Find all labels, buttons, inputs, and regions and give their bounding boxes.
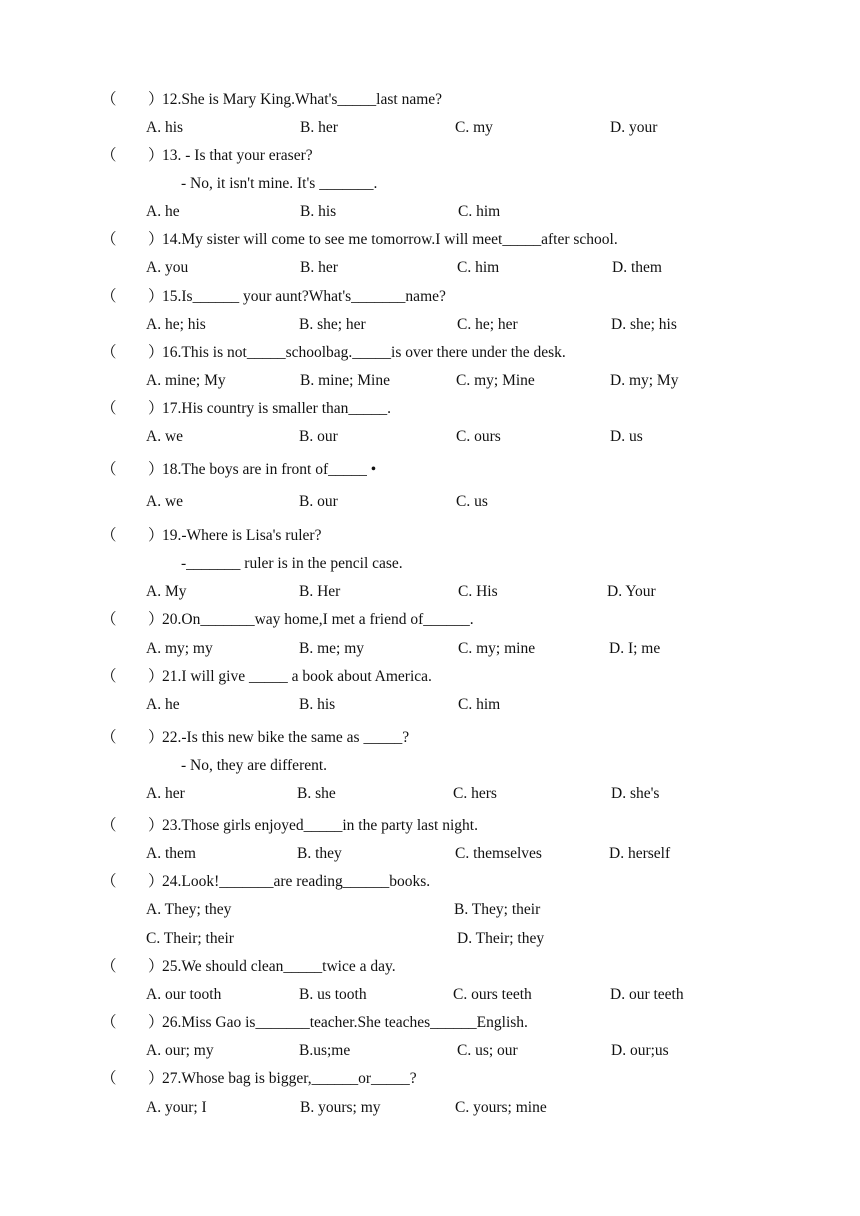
answer-option: C. His xyxy=(458,583,498,600)
answer-paren-right: ） xyxy=(148,1070,164,1087)
answer-option: A. her xyxy=(146,785,185,802)
answer-option: A. his xyxy=(146,119,184,136)
answer-paren-left: （ xyxy=(101,817,117,834)
answer-option: D. Your xyxy=(607,583,656,600)
answer-paren-right: ） xyxy=(148,288,164,305)
answer-paren-right: ） xyxy=(148,958,164,975)
question-stem: 15.Is______ your aunt?What's_______name? xyxy=(162,288,446,305)
answer-paren-left: （ xyxy=(101,288,117,305)
answer-option: B. yours; my xyxy=(300,1099,381,1116)
answer-option: C. ours xyxy=(456,428,501,445)
answer-option: C. themselves xyxy=(455,845,542,862)
question-stem: 23.Those girls enjoyed_____in the party last night. xyxy=(162,817,478,834)
answer-paren-left: （ xyxy=(101,400,117,417)
answer-option: C. him xyxy=(458,696,501,713)
answer-paren-left: （ xyxy=(101,668,117,685)
answer-paren-left: （ xyxy=(101,611,117,628)
answer-paren-left: （ xyxy=(101,1014,117,1031)
answer-option: C. him xyxy=(457,259,500,276)
answer-option: D. my; My xyxy=(610,372,679,389)
answer-option: D. Their; they xyxy=(457,930,545,947)
question-stem: 12.She is Mary King.What's_____last name? xyxy=(162,91,443,108)
answer-option: B. our xyxy=(299,493,338,510)
question-dialogue-line: - No, they are different. xyxy=(181,757,328,774)
answer-option: A. our; my xyxy=(146,1042,214,1059)
answer-option: D. she; his xyxy=(611,316,677,333)
answer-option: C. hers xyxy=(453,785,497,802)
answer-paren-right: ） xyxy=(148,344,164,361)
answer-option: D. our;us xyxy=(611,1042,669,1059)
answer-paren-left: （ xyxy=(101,527,117,544)
answer-paren-right: ） xyxy=(148,400,164,417)
question-stem: 22.-Is this new bike the same as _____? xyxy=(162,729,410,746)
answer-option: B.us;me xyxy=(299,1042,351,1059)
answer-option: A. he xyxy=(146,203,180,220)
answer-paren-left: （ xyxy=(101,344,117,361)
answer-option: A. They; they xyxy=(146,901,232,918)
answer-option: C. my; Mine xyxy=(456,372,535,389)
answer-option: C. us xyxy=(456,493,488,510)
answer-paren-right: ） xyxy=(148,527,164,544)
question-stem: 20.On_______way home,I met a friend of______. xyxy=(162,611,474,628)
answer-paren-right: ） xyxy=(148,729,164,746)
question-stem: 14.My sister will come to see me tomorrow.I will meet_____after school. xyxy=(162,231,618,248)
question-stem: 17.His country is smaller than_____. xyxy=(162,400,392,417)
answer-option: B. They; their xyxy=(454,901,541,918)
question-dialogue-line: -_______ ruler is in the pencil case. xyxy=(181,555,403,572)
answer-paren-left: （ xyxy=(101,91,117,108)
answer-option: D. your xyxy=(610,119,658,136)
question-stem: 26.Miss Gao is_______teacher.She teaches______English. xyxy=(162,1014,528,1031)
answer-option: B. they xyxy=(297,845,342,862)
answer-option: B. Her xyxy=(299,583,341,600)
answer-option: D. herself xyxy=(609,845,671,862)
question-dialogue-line: - No, it isn't mine. It's _______. xyxy=(181,175,378,192)
answer-option: C. he; her xyxy=(457,316,518,333)
answer-paren-left: （ xyxy=(101,958,117,975)
answer-option: A. them xyxy=(146,845,196,862)
answer-paren-left: （ xyxy=(101,147,117,164)
question-stem: 19.-Where is Lisa's ruler? xyxy=(162,527,322,544)
answer-option: A. mine; My xyxy=(146,372,226,389)
answer-option: A. we xyxy=(146,493,184,510)
answer-option: C. him xyxy=(458,203,501,220)
answer-option: B. mine; Mine xyxy=(300,372,390,389)
answer-option: B. she; her xyxy=(299,316,366,333)
answer-option: B. me; my xyxy=(299,640,365,657)
answer-paren-left: （ xyxy=(101,873,117,890)
question-stem: 25.We should clean_____twice a day. xyxy=(162,958,396,975)
answer-option: A. your; I xyxy=(146,1099,207,1116)
answer-paren-right: ） xyxy=(148,873,164,890)
answer-option: A. he; his xyxy=(146,316,206,333)
answer-option: C. Their; their xyxy=(146,930,234,947)
answer-option: C. my; mine xyxy=(458,640,536,657)
answer-paren-right: ） xyxy=(148,668,164,685)
answer-option: C. yours; mine xyxy=(455,1099,547,1116)
answer-option: D. I; me xyxy=(609,640,661,657)
answer-option: D. she's xyxy=(611,785,660,802)
question-stem: 13. - Is that your eraser? xyxy=(162,147,313,164)
answer-paren-right: ） xyxy=(148,817,164,834)
question-stem: 24.Look!_______are reading______books. xyxy=(162,873,431,890)
answer-paren-left: （ xyxy=(101,1070,117,1087)
answer-option: C. ours teeth xyxy=(453,986,532,1003)
answer-paren-right: ） xyxy=(148,231,164,248)
answer-paren-left: （ xyxy=(101,461,117,478)
answer-option: D. them xyxy=(612,259,662,276)
answer-option: B. her xyxy=(300,259,338,276)
answer-option: D. our teeth xyxy=(610,986,684,1003)
question-stem: 16.This is not_____schoolbag._____is over there under the desk. xyxy=(162,344,566,361)
question-stem: 21.I will give _____ a book about America. xyxy=(162,668,432,685)
answer-option: A. you xyxy=(146,259,189,276)
answer-option: B. our xyxy=(299,428,338,445)
answer-paren-right: ） xyxy=(148,461,164,478)
answer-option: C. us; our xyxy=(457,1042,518,1059)
answer-option: B. his xyxy=(299,696,336,713)
question-stem: 18.The boys are in front of_____ • xyxy=(162,461,377,478)
answer-option: A. My xyxy=(146,583,187,600)
answer-option: A. we xyxy=(146,428,184,445)
question-stem: 27.Whose bag is bigger,______or_____? xyxy=(162,1070,417,1087)
answer-option: B. her xyxy=(300,119,338,136)
answer-option: B. us tooth xyxy=(299,986,367,1003)
answer-option: C. my xyxy=(455,119,493,136)
answer-paren-right: ） xyxy=(148,1014,164,1031)
answer-option: A. our tooth xyxy=(146,986,222,1003)
answer-option: D. us xyxy=(610,428,643,445)
answer-paren-right: ） xyxy=(148,611,164,628)
answer-paren-right: ） xyxy=(148,91,164,108)
answer-option: A. my; my xyxy=(146,640,213,657)
answer-paren-right: ） xyxy=(148,147,164,164)
answer-option: A. he xyxy=(146,696,180,713)
answer-option: B. she xyxy=(297,785,336,802)
answer-paren-left: （ xyxy=(101,729,117,746)
answer-paren-left: （ xyxy=(101,231,117,248)
answer-option: B. his xyxy=(300,203,337,220)
